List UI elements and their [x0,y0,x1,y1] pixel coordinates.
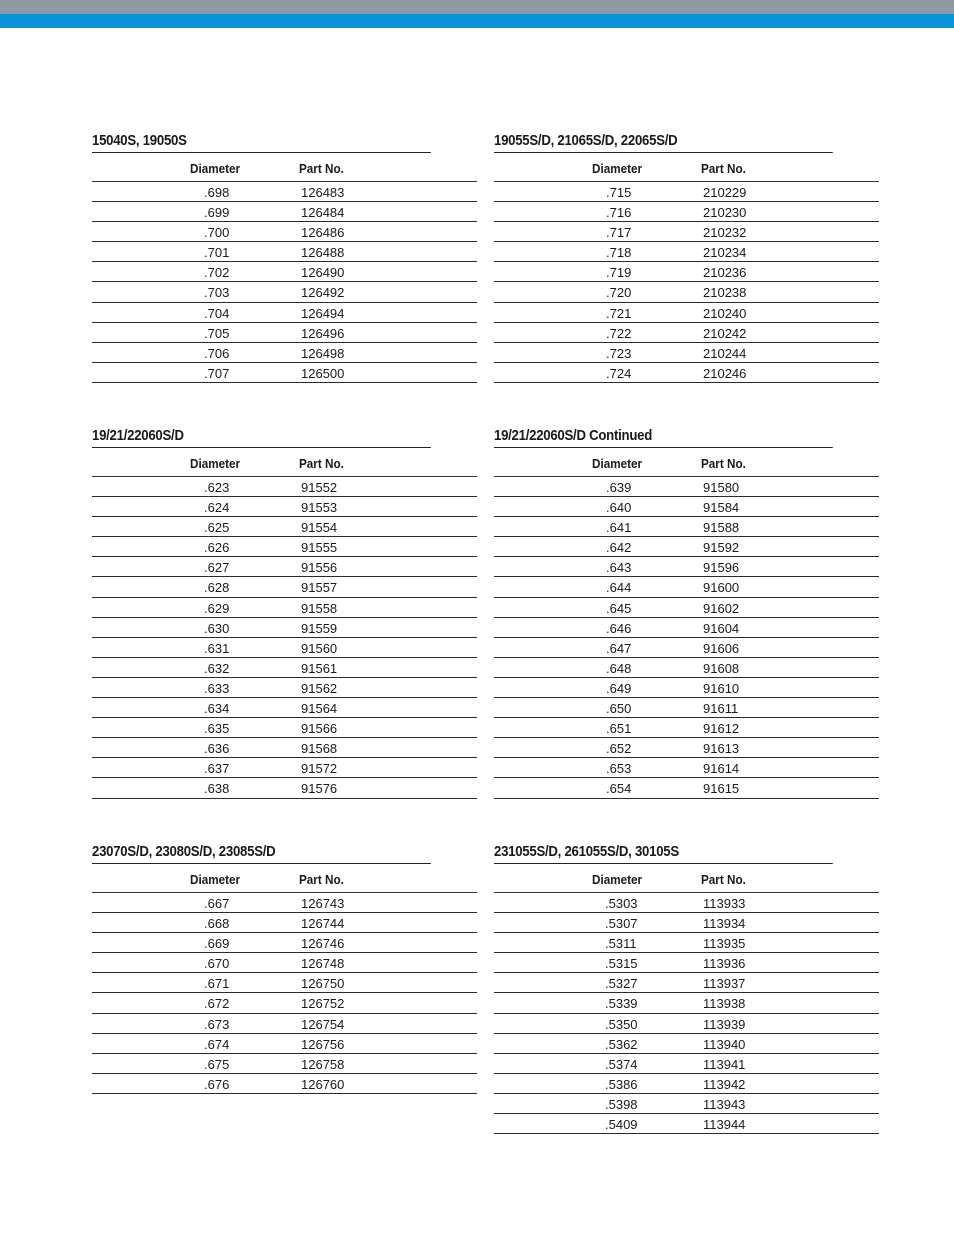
table-row [92,678,477,698]
cell-diameter: .724 [606,365,632,381]
cell-part-no: 210244 [703,345,747,361]
table-header [92,153,477,182]
cell-diameter: .631 [204,640,230,656]
section-title: 15040S, 19050S [92,130,431,153]
table-row [494,557,879,577]
table-row [494,933,879,953]
column-header-diameter: Diameter [190,161,241,176]
cell-part-no: 91555 [301,540,338,556]
cell-part-no: 91592 [703,540,740,556]
cell-part-no: 91584 [703,500,740,516]
cell-part-no: 126752 [301,996,345,1012]
cell-part-no: 91596 [703,560,740,576]
cell-part-no: 126483 [301,185,345,200]
cell-part-no: 91615 [703,781,740,797]
cell-diameter: .644 [606,580,632,596]
cell-diameter: .645 [606,600,632,616]
cell-part-no: 91588 [703,520,740,536]
table-row [494,598,879,618]
cell-diameter: .707 [204,365,230,381]
section-title: 23070S/D, 23080S/D, 23085S/D [92,841,431,864]
table-row [92,893,477,913]
cell-diameter: .639 [606,480,632,495]
cell-diameter: .704 [204,305,230,321]
cell-part-no: 91561 [301,660,338,676]
table-section-19-21-22060sd [92,425,477,799]
cell-part-no: 126758 [301,1056,345,1072]
cell-diameter: .627 [204,560,230,576]
table-row [494,758,879,778]
column-header-diameter: Diameter [190,872,241,887]
table-row [494,738,879,758]
cell-part-no: 126492 [301,285,345,301]
table-row [92,262,477,282]
table-row [494,363,879,383]
cell-part-no: 210230 [703,205,747,221]
cell-diameter: .5350 [605,1016,638,1032]
cell-part-no: 126743 [301,896,345,911]
column-header-part-no: Part No. [701,456,746,471]
table-row [92,953,477,973]
cell-diameter: .652 [606,741,632,757]
cell-diameter: .650 [606,701,632,717]
table-row [92,618,477,638]
table-row [494,182,879,202]
cell-diameter: .634 [204,701,230,717]
cell-diameter: .637 [204,761,230,777]
cell-diameter: .5362 [605,1036,638,1052]
cell-diameter: .5386 [605,1076,638,1092]
cell-diameter: .5303 [605,896,638,911]
table-row [92,698,477,718]
cell-part-no: 113933 [703,896,746,911]
table-row [494,517,879,537]
table-row [92,933,477,953]
table-row [92,282,477,302]
cell-part-no: 210234 [703,245,747,261]
cell-diameter: .716 [606,205,632,221]
cell-part-no: 113938 [703,996,746,1012]
table-row [494,953,879,973]
column-header-diameter: Diameter [592,161,643,176]
cell-part-no: 126484 [301,205,345,221]
cell-diameter: .649 [606,680,632,696]
cell-part-no: 126750 [301,976,345,992]
cell-diameter: .642 [606,540,632,556]
cell-part-no: 91568 [301,741,338,757]
table-row [92,1034,477,1054]
cell-diameter: .706 [204,345,230,361]
cell-diameter: .674 [204,1036,230,1052]
cell-diameter: .5339 [605,996,638,1012]
cell-part-no: 126756 [301,1036,345,1052]
table-row [92,658,477,678]
table-row [92,993,477,1013]
table-header [494,153,879,182]
table-row [494,1014,879,1034]
cell-diameter: .638 [204,781,230,797]
table-row [494,343,879,363]
cell-part-no: 91552 [301,480,338,495]
cell-diameter: .703 [204,285,230,301]
table-row [494,222,879,242]
cell-diameter: .643 [606,560,632,576]
cell-diameter: .698 [204,185,230,200]
table-row [494,577,879,597]
table-row [494,893,879,913]
cell-part-no: 210246 [703,365,747,381]
table-row [92,778,477,798]
cell-diameter: .671 [204,976,230,992]
cell-diameter: .670 [204,956,230,972]
column-header-part-no: Part No. [299,161,344,176]
table-row [494,678,879,698]
table-body [92,893,477,1094]
cell-part-no: 113940 [703,1036,746,1052]
cell-diameter: .5409 [605,1117,638,1133]
cell-diameter: .672 [204,996,230,1012]
cell-part-no: 91559 [301,620,338,636]
table-section-19055sd [494,130,879,383]
cell-part-no: 91564 [301,701,338,717]
cell-part-no: 210236 [703,265,747,281]
table-row [92,1014,477,1034]
cell-part-no: 126744 [301,916,345,932]
cell-diameter: .722 [606,325,632,341]
table-section-231055sd [494,841,879,1134]
table-row [494,303,879,323]
table-row [92,477,477,497]
table-row [494,1094,879,1114]
table-row [92,202,477,222]
table-row [92,738,477,758]
cell-part-no: 113936 [703,956,746,972]
cell-part-no: 126754 [301,1016,345,1032]
cell-part-no: 210240 [703,305,747,321]
cell-diameter: .635 [204,721,230,737]
table-row [92,242,477,262]
cell-part-no: 113942 [703,1076,746,1092]
table-row [494,698,879,718]
table-row [494,718,879,738]
cell-part-no: 126760 [301,1076,345,1092]
section-title: 231055S/D, 261055S/D, 30105S [494,841,833,864]
cell-diameter: .719 [606,265,632,281]
table-row [494,638,879,658]
cell-part-no: 91560 [301,640,338,656]
table-row [92,497,477,517]
table-row [92,718,477,738]
header-band-gray [0,0,954,14]
table-header [494,864,879,893]
cell-part-no: 91558 [301,600,338,616]
table-row [494,537,879,557]
table-row [92,557,477,577]
table-row [92,222,477,242]
table-body [494,893,879,1134]
cell-diameter: .625 [204,520,230,536]
table-row [92,638,477,658]
cell-part-no: 113939 [703,1016,746,1032]
table-row [92,913,477,933]
column-header-part-no: Part No. [299,456,344,471]
cell-part-no: 91610 [703,680,740,696]
cell-diameter: .718 [606,245,632,261]
table-body [494,477,879,799]
cell-diameter: .705 [204,325,230,341]
table-row [92,1054,477,1074]
table-row [92,182,477,202]
cell-part-no: 113934 [703,916,746,932]
table-section-23070sd [92,841,477,1094]
cell-diameter: .647 [606,640,632,656]
cell-diameter: .673 [204,1016,230,1032]
table-row [92,577,477,597]
section-title: 19/21/22060S/D [92,425,431,448]
cell-diameter: .721 [606,305,632,321]
table-row [494,242,879,262]
cell-diameter: .701 [204,245,230,261]
cell-diameter: .669 [204,936,230,952]
cell-part-no: 126746 [301,936,345,952]
cell-diameter: .720 [606,285,632,301]
table-row [92,758,477,778]
cell-diameter: .668 [204,916,230,932]
cell-part-no: 91602 [703,600,740,616]
table-row [494,1114,879,1134]
cell-part-no: 126498 [301,345,345,361]
cell-part-no: 91611 [703,701,739,717]
cell-part-no: 91600 [703,580,740,596]
cell-diameter: .676 [204,1076,230,1092]
table-row [494,497,879,517]
cell-diameter: .5315 [605,956,638,972]
cell-diameter: .675 [204,1056,230,1072]
table-row [494,323,879,343]
cell-part-no: 91556 [301,560,338,576]
cell-part-no: 210242 [703,325,747,341]
cell-diameter: .646 [606,620,632,636]
table-row [92,517,477,537]
table-row [494,1034,879,1054]
cell-diameter: .654 [606,781,632,797]
table-row [92,303,477,323]
cell-part-no: 91562 [301,680,338,696]
cell-diameter: .626 [204,540,230,556]
cell-diameter: .648 [606,660,632,676]
table-row [92,973,477,993]
cell-part-no: 91612 [703,721,740,737]
column-header-diameter: Diameter [592,872,643,887]
table-body [92,477,477,799]
cell-diameter: .628 [204,580,230,596]
cell-part-no: 113944 [703,1117,746,1133]
table-row [92,343,477,363]
column-header-diameter: Diameter [190,456,241,471]
cell-part-no: 210229 [703,185,747,200]
cell-part-no: 126486 [301,225,345,241]
cell-diameter: .629 [204,600,230,616]
table-row [494,973,879,993]
cell-part-no: 126490 [301,265,345,281]
cell-diameter: .633 [204,680,230,696]
cell-diameter: .723 [606,345,632,361]
cell-diameter: .699 [204,205,230,221]
table-header [92,864,477,893]
table-row [494,993,879,1013]
cell-part-no: 126500 [301,365,345,381]
cell-diameter: .5311 [605,936,637,952]
cell-part-no: 126488 [301,245,345,261]
header-band-blue [0,14,954,28]
cell-diameter: .630 [204,620,230,636]
cell-part-no: 126496 [301,325,345,341]
cell-diameter: .702 [204,265,230,281]
cell-part-no: 113943 [703,1096,746,1112]
cell-diameter: .667 [204,896,230,911]
section-title: 19/21/22060S/D Continued [494,425,833,448]
cell-part-no: 113935 [703,936,746,952]
cell-diameter: .5398 [605,1096,638,1112]
cell-part-no: 91604 [703,620,740,636]
cell-diameter: .641 [606,520,632,536]
table-row [92,537,477,557]
cell-part-no: 91614 [703,761,740,777]
table-row [494,262,879,282]
cell-part-no: 126748 [301,956,345,972]
cell-part-no: 91580 [703,480,740,495]
table-row [92,1074,477,1094]
column-header-part-no: Part No. [701,872,746,887]
table-section-19-21-22060sd-continued [494,425,879,799]
table-row [494,282,879,302]
cell-diameter: .653 [606,761,632,777]
table-body [494,182,879,383]
cell-part-no: 113937 [703,976,746,992]
table-row [494,1054,879,1074]
cell-part-no: 91557 [301,580,338,596]
cell-part-no: 91576 [301,781,338,797]
cell-part-no: 91572 [301,761,338,777]
cell-diameter: .624 [204,500,230,516]
section-title: 19055S/D, 21065S/D, 22065S/D [494,130,833,153]
table-row [92,323,477,343]
cell-part-no: 91608 [703,660,740,676]
cell-diameter: .5327 [605,976,638,992]
cell-diameter: .632 [204,660,230,676]
cell-part-no: 91554 [301,520,338,536]
cell-diameter: .5307 [605,916,638,932]
table-row [494,658,879,678]
cell-part-no: 113941 [703,1056,746,1072]
cell-part-no: 91553 [301,500,338,516]
column-header-diameter: Diameter [592,456,643,471]
cell-part-no: 210232 [703,225,747,241]
table-section-15040s [92,130,477,383]
table-body [92,182,477,383]
table-row [494,913,879,933]
cell-diameter: .636 [204,741,230,757]
cell-diameter: .717 [606,225,632,241]
table-row [92,598,477,618]
table-row [92,363,477,383]
cell-diameter: .640 [606,500,632,516]
table-row [494,778,879,798]
table-row [494,477,879,497]
cell-part-no: 126494 [301,305,345,321]
table-row [494,202,879,222]
column-header-part-no: Part No. [299,872,344,887]
table-row [494,1074,879,1094]
cell-part-no: 91606 [703,640,740,656]
cell-diameter: .651 [606,721,632,737]
column-header-part-no: Part No. [701,161,746,176]
table-header [92,448,477,477]
cell-part-no: 91566 [301,721,338,737]
cell-part-no: 91613 [703,741,740,757]
cell-diameter: .700 [204,225,230,241]
table-row [494,618,879,638]
cell-diameter: .623 [204,480,230,495]
cell-diameter: .5374 [605,1056,638,1072]
cell-diameter: .715 [606,185,632,200]
table-header [494,448,879,477]
cell-part-no: 210238 [703,285,747,301]
